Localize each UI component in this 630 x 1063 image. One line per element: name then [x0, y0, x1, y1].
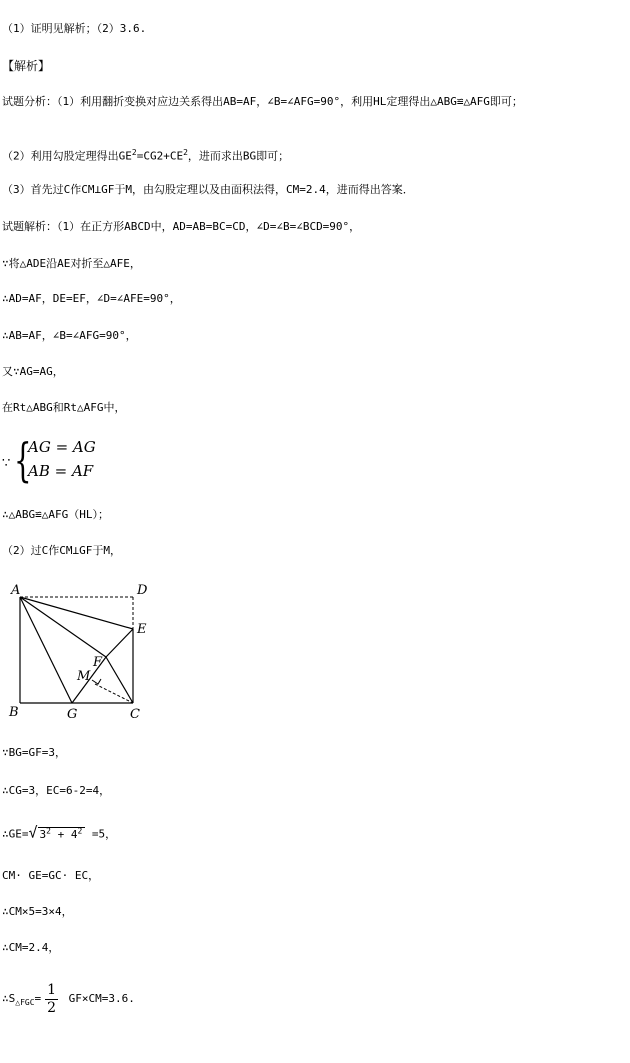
because-symbol: ∵	[2, 456, 11, 471]
analysis-line-2-mid: =CG2+CE	[136, 149, 184, 163]
analysis-line-3: （3）首先过C作CM⊥GF于M，由勾股定理以及由面积法得，CM=2.4，进而得出答案．	[2, 183, 414, 196]
superscript: 2	[77, 826, 83, 835]
label-m: M	[77, 669, 91, 684]
step-3-prefix: ∴GE=	[2, 827, 29, 841]
solution-line-8: （2）过C作CM⊥GF于M，	[2, 544, 121, 557]
radicand-b: 4	[70, 827, 78, 841]
label-e: E	[137, 622, 147, 637]
equation-system	[2, 433, 142, 488]
answer-line: （1）证明见解析；（2）3.6.	[2, 22, 147, 35]
solution-line-5: 又∵AG=AG，	[2, 365, 64, 378]
right-angle-mark	[92, 679, 101, 684]
step-4: CM· GE=GC· EC，	[2, 869, 100, 882]
step-1: ∵BG=GF=3，	[2, 746, 66, 759]
equation-2: AB = AF	[28, 462, 94, 480]
step-3	[2, 823, 116, 843]
fraction-one-half	[45, 982, 58, 1017]
step-7-prefix: ∴S	[2, 992, 16, 1005]
label-c: C	[130, 707, 140, 722]
label-b: B	[9, 705, 19, 720]
solution-line-3: ∴AD=AF，DE=EF，∠D=∠AFE=90°，	[2, 292, 181, 305]
numerator: 1	[47, 981, 57, 998]
label-a: A	[11, 583, 21, 598]
denominator: 2	[47, 999, 57, 1016]
step-7	[2, 981, 135, 1021]
label-f: F	[93, 655, 103, 670]
plus-sign: +	[50, 827, 71, 841]
step-2: ∴CG=3，EC=6-2=4，	[2, 784, 111, 797]
square-root	[29, 823, 86, 843]
equation-1: AG = AG	[28, 438, 96, 456]
segment-fe	[106, 629, 133, 657]
segment-ae	[20, 597, 133, 629]
solution-line-1: 试题解析：（1）在正方形ABCD中，AD=AB=BC=CD，∠D=∠B=∠BCD=90°，	[2, 220, 361, 233]
subscript: △FGC	[15, 998, 35, 1008]
segment-af	[20, 597, 106, 657]
superscript: 2	[183, 148, 188, 157]
label-g: G	[67, 707, 78, 722]
segment-ag	[20, 597, 72, 703]
solution-line-7: ∴△ABG≌△AFG（HL）；	[2, 508, 109, 521]
superscript: 2	[46, 826, 51, 835]
analysis-line-2	[2, 145, 289, 165]
step-7-suffix: GF×CM=3.6.	[62, 992, 135, 1005]
geometry-figure	[0, 580, 170, 725]
solution-line-6: 在Rt△ABG和Rt△AFG中，	[2, 401, 126, 414]
step-7-eq: =	[34, 992, 42, 1005]
solution-line-2: ∵将△ADE沿AE对折至△AFE，	[2, 257, 141, 270]
radicand	[38, 827, 86, 841]
label-d: D	[137, 583, 148, 598]
step-6: ∴CM=2.4，	[2, 941, 60, 954]
solution-line-4: ∴AB=AF，∠B=∠AFG=90°，	[2, 329, 137, 342]
step-3-suffix: =5，	[85, 827, 117, 841]
analysis-line-1: 试题分析：（1）利用翻折变换对应边关系得出AB=AF，∠B=∠AFG=90°，利用HL定理得出△ABG≌△AFG即可；	[2, 95, 523, 108]
analysis-line-2-prefix: （2）利用勾股定理得出GE	[2, 149, 132, 163]
analysis-line-2-suffix: ，进而求出BG即可；	[187, 149, 290, 163]
radical-sign: √	[28, 823, 38, 842]
step-5: ∴CM×5=3×4，	[2, 905, 73, 918]
radicand-a: 3	[39, 827, 47, 841]
left-brace: {	[14, 433, 32, 487]
section-title: 【解析】	[2, 59, 51, 73]
superscript: 2	[131, 148, 137, 157]
